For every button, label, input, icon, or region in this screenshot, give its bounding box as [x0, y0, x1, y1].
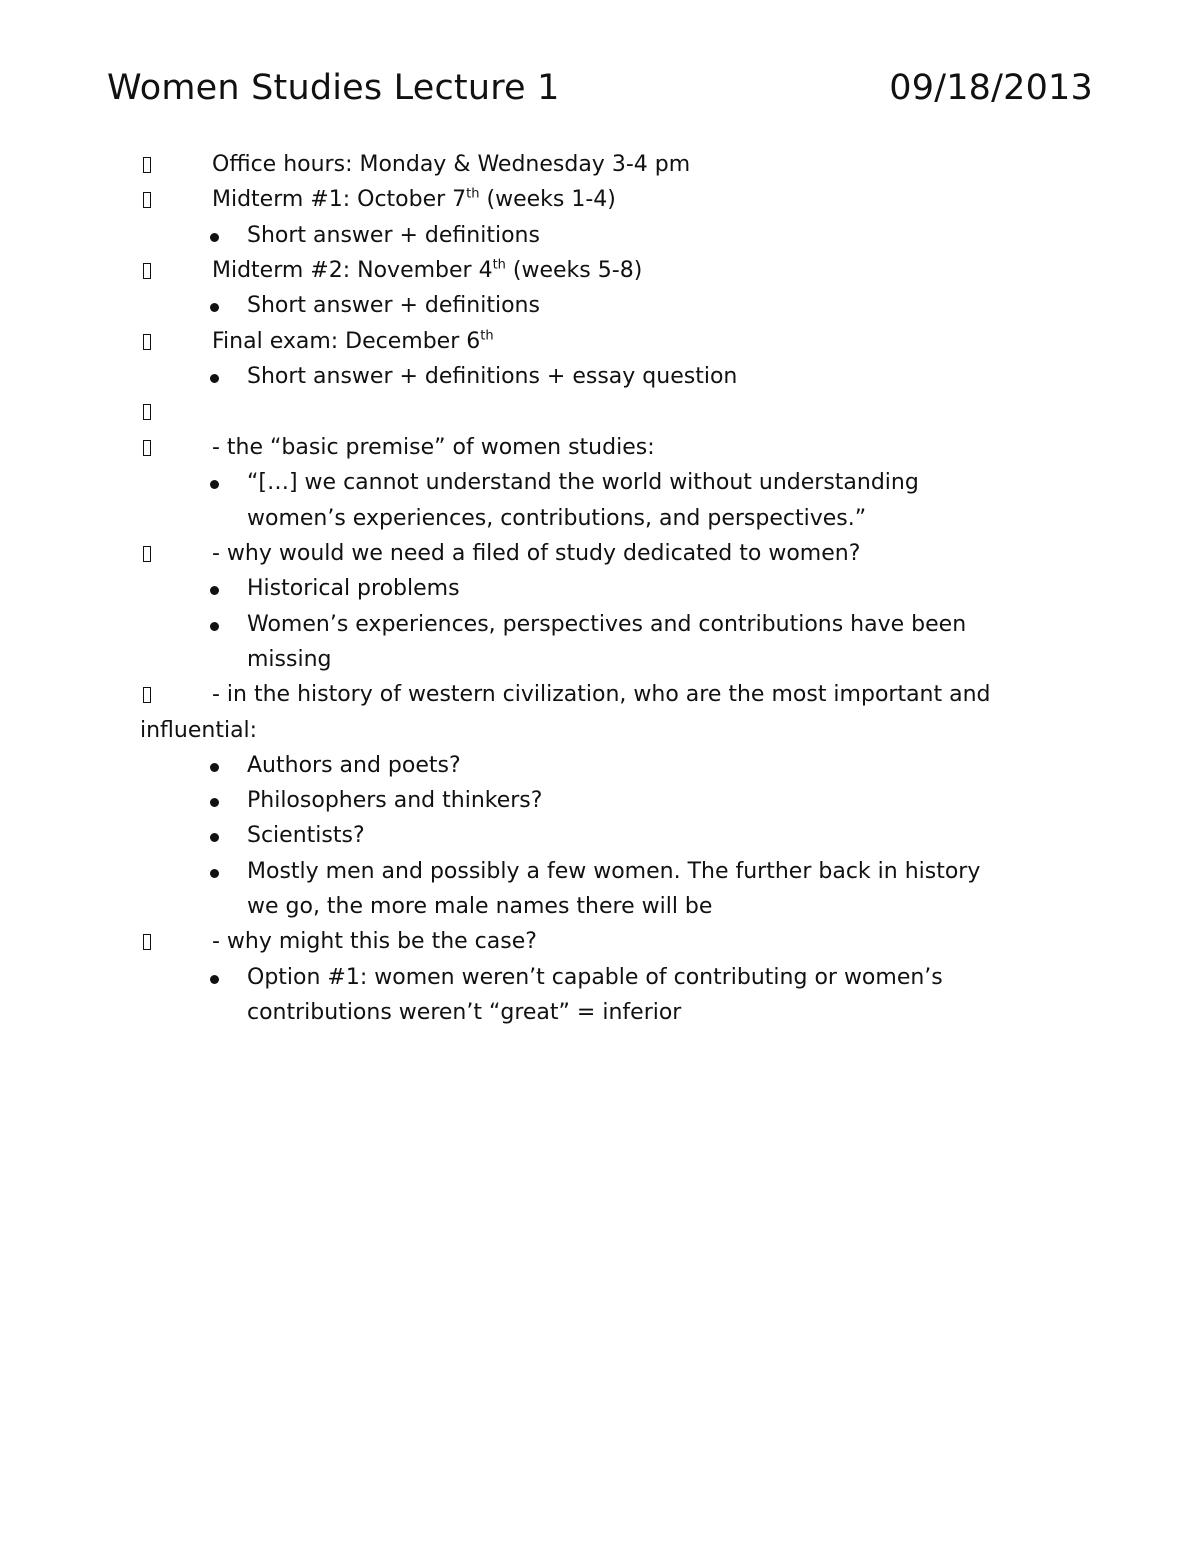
why-field-missing-line-2: missing — [247, 647, 332, 672]
why-field-historical: Historical problems — [247, 576, 460, 601]
bullet-icon — [210, 610, 220, 640]
missing-glyph-icon — [140, 433, 154, 463]
bullet-icon — [210, 468, 220, 498]
bullet-icon — [210, 786, 220, 816]
midterm-1-superscript: th — [466, 186, 480, 202]
missing-glyph-icon — [140, 397, 154, 427]
missing-glyph-icon — [140, 256, 154, 286]
premise-quote-line-1: “[…] we cannot understand the world without understanding — [247, 470, 919, 495]
history-mostly-men-line-1: Mostly men and possibly a few women. The further back in history — [247, 859, 981, 884]
final-exam-text: Final exam: December 6 — [212, 329, 481, 354]
premise-quote-line-2: women’s experiences, contributions, and perspectives.” — [247, 506, 867, 531]
bullet-icon — [210, 574, 220, 604]
midterm-2-weeks: (weeks 5-8) — [505, 258, 643, 283]
lecture-date: 09/18/2013 — [889, 68, 1093, 108]
bullet-icon — [210, 857, 220, 887]
bullet-icon — [210, 291, 220, 321]
option-1-line-2: contributions weren’t “great” = inferior — [247, 1000, 682, 1025]
note-final-exam-format: Short answer + definitions + essay question — [247, 364, 738, 389]
missing-glyph-icon — [140, 150, 154, 180]
note-midterm-1 — [212, 185, 616, 215]
missing-glyph-icon — [140, 927, 154, 957]
midterm-2-text: Midterm #2: November 4 — [212, 258, 493, 283]
midterm-2-superscript: th — [492, 257, 506, 273]
missing-glyph-icon — [140, 185, 154, 215]
note-midterm-2 — [212, 256, 642, 286]
bullet-icon — [210, 963, 220, 993]
history-philosophers: Philosophers and thinkers? — [247, 788, 543, 813]
why-field-missing-line-1: Women’s experiences, perspectives and contributions have been — [247, 612, 967, 637]
missing-glyph-icon — [140, 680, 154, 710]
final-exam-superscript: th — [480, 328, 494, 344]
history-authors: Authors and poets? — [247, 753, 461, 778]
note-why-case: - why might this be the case? — [212, 929, 537, 954]
note-basic-premise: - the “basic premise” of women studies: — [212, 435, 655, 460]
bullet-icon — [210, 751, 220, 781]
note-history-line-2: influential: — [140, 718, 258, 743]
bullet-icon — [210, 821, 220, 851]
missing-glyph-icon — [140, 327, 154, 357]
midterm-1-text: Midterm #1: October 7 — [212, 187, 467, 212]
midterm-1-weeks: (weeks 1-4) — [479, 187, 616, 212]
note-office-hours: Office hours: Monday & Wednesday 3-4 pm — [212, 152, 691, 177]
bullet-icon — [210, 362, 220, 392]
note-history-line-1: - in the history of western civilization, who are the most important and — [212, 682, 991, 707]
page-title: Women Studies Lecture 1 — [107, 68, 560, 108]
note-midterm-2-format: Short answer + definitions — [247, 293, 540, 318]
bullet-icon — [210, 221, 220, 251]
option-1-line-1: Option #1: women weren’t capable of contributing or women’s — [247, 965, 943, 990]
history-mostly-men-line-2: we go, the more male names there will be — [247, 894, 713, 919]
note-final-exam — [212, 327, 494, 357]
history-scientists: Scientists? — [247, 823, 365, 848]
note-midterm-1-format: Short answer + definitions — [247, 223, 540, 248]
missing-glyph-icon — [140, 539, 154, 569]
note-why-field: - why would we need a filed of study dedicated to women? — [212, 541, 861, 566]
